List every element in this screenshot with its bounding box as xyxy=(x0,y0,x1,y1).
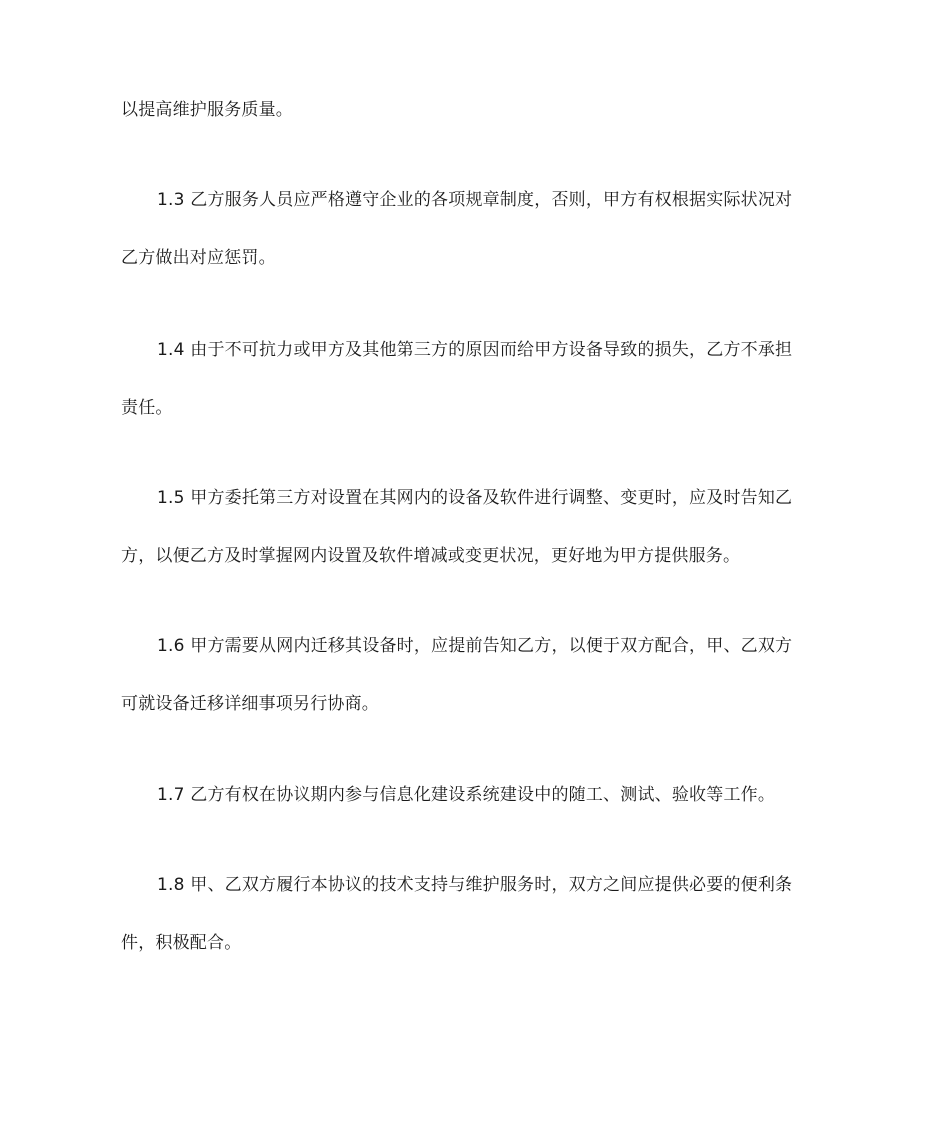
clause-1-8-line-1: 1.8 甲、乙双方履行本协议的技术支持与维护服务时，双方之间应提供必要的便利条 xyxy=(157,875,793,895)
clause-1-4-line-1: 1.4 由于不可抗力或甲方及其他第三方的原因而给甲方设备导致的损失，乙方不承担 xyxy=(157,340,793,360)
clause-1-7-line-1: 1.7 乙方有权在协议期内参与信息化建设系统建设中的随工、测试、验收等工作。 xyxy=(157,785,776,805)
clause-1-6-line-1: 1.6 甲方需要从网内迁移其设备时，应提前告知乙方，以便于双方配合，甲、乙双方 xyxy=(157,636,793,656)
clause-1-6-line-2: 可就设备迁移详细事项另行协商。 xyxy=(121,694,379,714)
clause-1-5-line-2: 方，以便乙方及时掌握网内设置及软件增减或变更状况，更好地为甲方提供服务。 xyxy=(121,546,741,566)
clause-1-5-line-1: 1.5 甲方委托第三方对设置在其网内的设备及软件进行调整、变更时，应及时告知乙 xyxy=(157,488,793,508)
clause-1-4-line-2: 责任。 xyxy=(121,398,173,418)
paragraph-1-2-continuation: 以提高维护服务质量。 xyxy=(121,100,293,120)
clause-1-8-line-2: 件，积极配合。 xyxy=(121,933,242,953)
clause-1-3-line-2: 乙方做出对应惩罚。 xyxy=(121,248,276,268)
clause-1-3-line-1: 1.3 乙方服务人员应严格遵守企业的各项规章制度，否则，甲方有权根据实际状况对 xyxy=(157,190,793,210)
